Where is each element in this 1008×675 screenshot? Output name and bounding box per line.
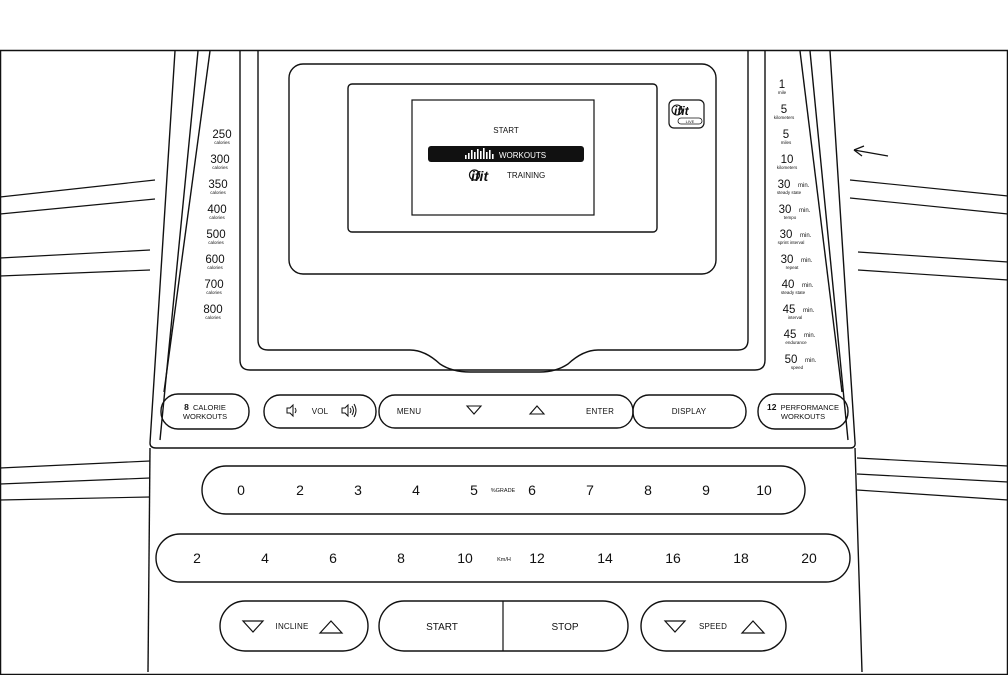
incline-key[interactable]: 0	[237, 482, 245, 498]
performance-unit: kilometers	[773, 115, 795, 120]
performance-item	[777, 179, 810, 195]
performance-unit: interval	[787, 315, 803, 320]
performance-unit: steady state	[776, 190, 802, 195]
performance-value: 45	[783, 329, 797, 341]
performance-unit: mile	[777, 90, 787, 95]
speed-key[interactable]: 4	[261, 550, 269, 566]
performance-value: 10	[780, 154, 794, 166]
start-button[interactable]: START	[426, 622, 458, 633]
speed-control	[641, 601, 786, 651]
speed-key[interactable]: 16	[665, 550, 681, 566]
calorie-value: 300	[210, 154, 230, 166]
performance-item	[781, 254, 813, 270]
arrow-up-icon[interactable]	[530, 406, 544, 414]
speed-key[interactable]: 18	[733, 550, 749, 566]
performance-item	[778, 79, 787, 95]
performance-item	[781, 279, 814, 295]
performance-value: 30	[780, 254, 794, 266]
performance-value: 45	[782, 304, 796, 316]
calorie-workouts-count: 8	[184, 402, 189, 412]
speed-key[interactable]: 20	[801, 550, 817, 566]
calorie-item	[208, 179, 227, 195]
calorie-value: 800	[203, 304, 223, 316]
performance-item	[778, 229, 812, 245]
calorie-workouts-line2: WORKOUTS	[182, 412, 228, 421]
incline-key[interactable]: 6	[528, 482, 536, 498]
performance-unit: kilometers	[776, 165, 798, 170]
incline-key[interactable]: 9	[702, 482, 710, 498]
calorie-value: 250	[212, 129, 232, 141]
calorie-unit: calories	[210, 190, 226, 195]
screen-menu-item-training[interactable]: TRAINING	[507, 171, 546, 180]
calorie-item	[210, 154, 229, 170]
calorie-value: 600	[205, 254, 225, 266]
performance-value: 5	[780, 104, 788, 116]
performance-sup: min.	[799, 208, 811, 214]
logo-subtext: LIVE	[685, 119, 695, 124]
calorie-item	[212, 129, 231, 145]
speed-down-icon[interactable]	[665, 621, 685, 632]
performance-item	[774, 104, 795, 120]
calorie-unit: calories	[207, 265, 223, 270]
speed-key[interactable]: 8	[397, 550, 405, 566]
incline-up-icon[interactable]	[320, 621, 342, 633]
performance-item	[785, 354, 817, 370]
calorie-item	[203, 304, 222, 320]
performance-value: 5	[782, 129, 790, 141]
performance-workouts-button[interactable]	[758, 394, 848, 429]
speed-quick-keys	[156, 534, 850, 582]
calorie-item	[204, 279, 223, 295]
volume-label: VOL	[311, 407, 329, 416]
incline-label: INCLINE	[275, 622, 309, 631]
speed-key[interactable]: 14	[597, 550, 613, 566]
performance-unit: tempo	[783, 215, 797, 220]
speed-keys-unit-label: Km/H	[497, 557, 511, 563]
navigation-button-bar	[379, 395, 633, 428]
menu-button[interactable]: MENU	[396, 407, 422, 416]
calorie-value: 350	[208, 179, 228, 191]
performance-sup: min.	[801, 258, 813, 264]
calorie-item	[206, 229, 225, 245]
incline-keys-unit-label: %GRADE	[490, 488, 516, 494]
incline-control	[220, 601, 368, 651]
calorie-item	[207, 204, 226, 220]
performance-value: 30	[779, 229, 793, 241]
calorie-value: 400	[207, 204, 227, 216]
performance-workouts-line1: PERFORMANCE	[780, 403, 839, 412]
calorie-workouts-button[interactable]	[161, 394, 249, 429]
incline-key[interactable]: 5	[470, 482, 478, 498]
performance-workouts-count: 12	[767, 402, 777, 412]
stop-button[interactable]: STOP	[551, 622, 579, 633]
performance-value: 30	[777, 179, 791, 191]
performance-sup: min.	[800, 233, 812, 239]
incline-key[interactable]: 2	[296, 482, 304, 498]
performance-item	[779, 204, 811, 220]
speed-key[interactable]: 2	[193, 550, 201, 566]
performance-item	[783, 304, 815, 320]
performance-value: 50	[784, 354, 798, 366]
arrow-down-icon[interactable]	[467, 406, 481, 414]
svg-text:12 PERFORMANCE	[767, 402, 839, 412]
volume-down-icon[interactable]	[287, 405, 296, 416]
speed-label: SPEED	[698, 622, 728, 631]
svg-text:8 CALORIE	[184, 402, 226, 412]
performance-unit: repeat	[785, 265, 799, 270]
speed-up-icon[interactable]	[742, 621, 764, 633]
enter-button[interactable]: ENTER	[585, 407, 615, 416]
performance-workouts-line2: WORKOUTS	[780, 412, 826, 421]
performance-value: 30	[778, 204, 792, 216]
volume-button[interactable]	[264, 395, 376, 428]
display-button[interactable]	[633, 395, 746, 428]
performance-sup: min.	[803, 308, 815, 314]
speed-key[interactable]: 12	[529, 550, 545, 566]
calorie-unit: calories	[206, 290, 222, 295]
performance-item	[784, 329, 816, 345]
performance-unit: steady state	[780, 290, 806, 295]
display-label: DISPLAY	[671, 407, 707, 416]
screen-title: START	[493, 126, 519, 135]
performance-sup: min.	[804, 333, 816, 339]
volume-up-icon[interactable]	[342, 404, 356, 417]
calorie-workout-list	[203, 129, 231, 320]
incline-key[interactable]: 3	[354, 482, 362, 498]
performance-unit: miles	[780, 140, 792, 145]
performance-sup: min.	[805, 358, 817, 364]
calorie-unit: calories	[209, 215, 225, 220]
ifit-brand-icon	[470, 168, 490, 184]
performance-item	[777, 154, 798, 170]
side-rails	[0, 180, 1008, 500]
performance-item	[781, 129, 792, 145]
incline-key[interactable]: 8	[644, 482, 652, 498]
incline-key[interactable]: 7	[586, 482, 594, 498]
calorie-value: 700	[204, 279, 224, 291]
screen-brand-mark: ifit	[471, 168, 489, 184]
start-stop-control	[379, 601, 628, 651]
ifit-live-logo	[669, 100, 704, 128]
pointer-arrow-icon	[854, 146, 888, 156]
calorie-unit: calories	[214, 140, 230, 145]
calorie-item	[205, 254, 224, 270]
performance-unit: sprint interval	[777, 240, 805, 245]
incline-key[interactable]: 10	[756, 482, 772, 498]
screen-menu-item-workouts[interactable]: WORKOUTS	[499, 151, 547, 160]
incline-quick-keys	[202, 466, 805, 514]
calorie-unit: calories	[212, 165, 228, 170]
performance-workout-list	[774, 79, 817, 370]
logo-text: ifit	[674, 104, 689, 118]
calorie-unit: calories	[208, 240, 224, 245]
performance-value: 40	[781, 279, 795, 291]
performance-unit: endurance	[785, 340, 807, 345]
performance-sup: min.	[802, 283, 814, 289]
performance-value: 1	[778, 79, 786, 91]
speed-key[interactable]: 10	[457, 550, 473, 566]
incline-key[interactable]: 4	[412, 482, 420, 498]
calorie-value: 500	[206, 229, 226, 241]
performance-unit: speed	[790, 365, 804, 370]
calorie-workouts-line1: CALORIE	[192, 403, 226, 412]
incline-down-icon[interactable]	[243, 621, 263, 632]
speed-key[interactable]: 6	[329, 550, 337, 566]
performance-sup: min.	[798, 183, 810, 189]
calorie-unit: calories	[205, 315, 221, 320]
